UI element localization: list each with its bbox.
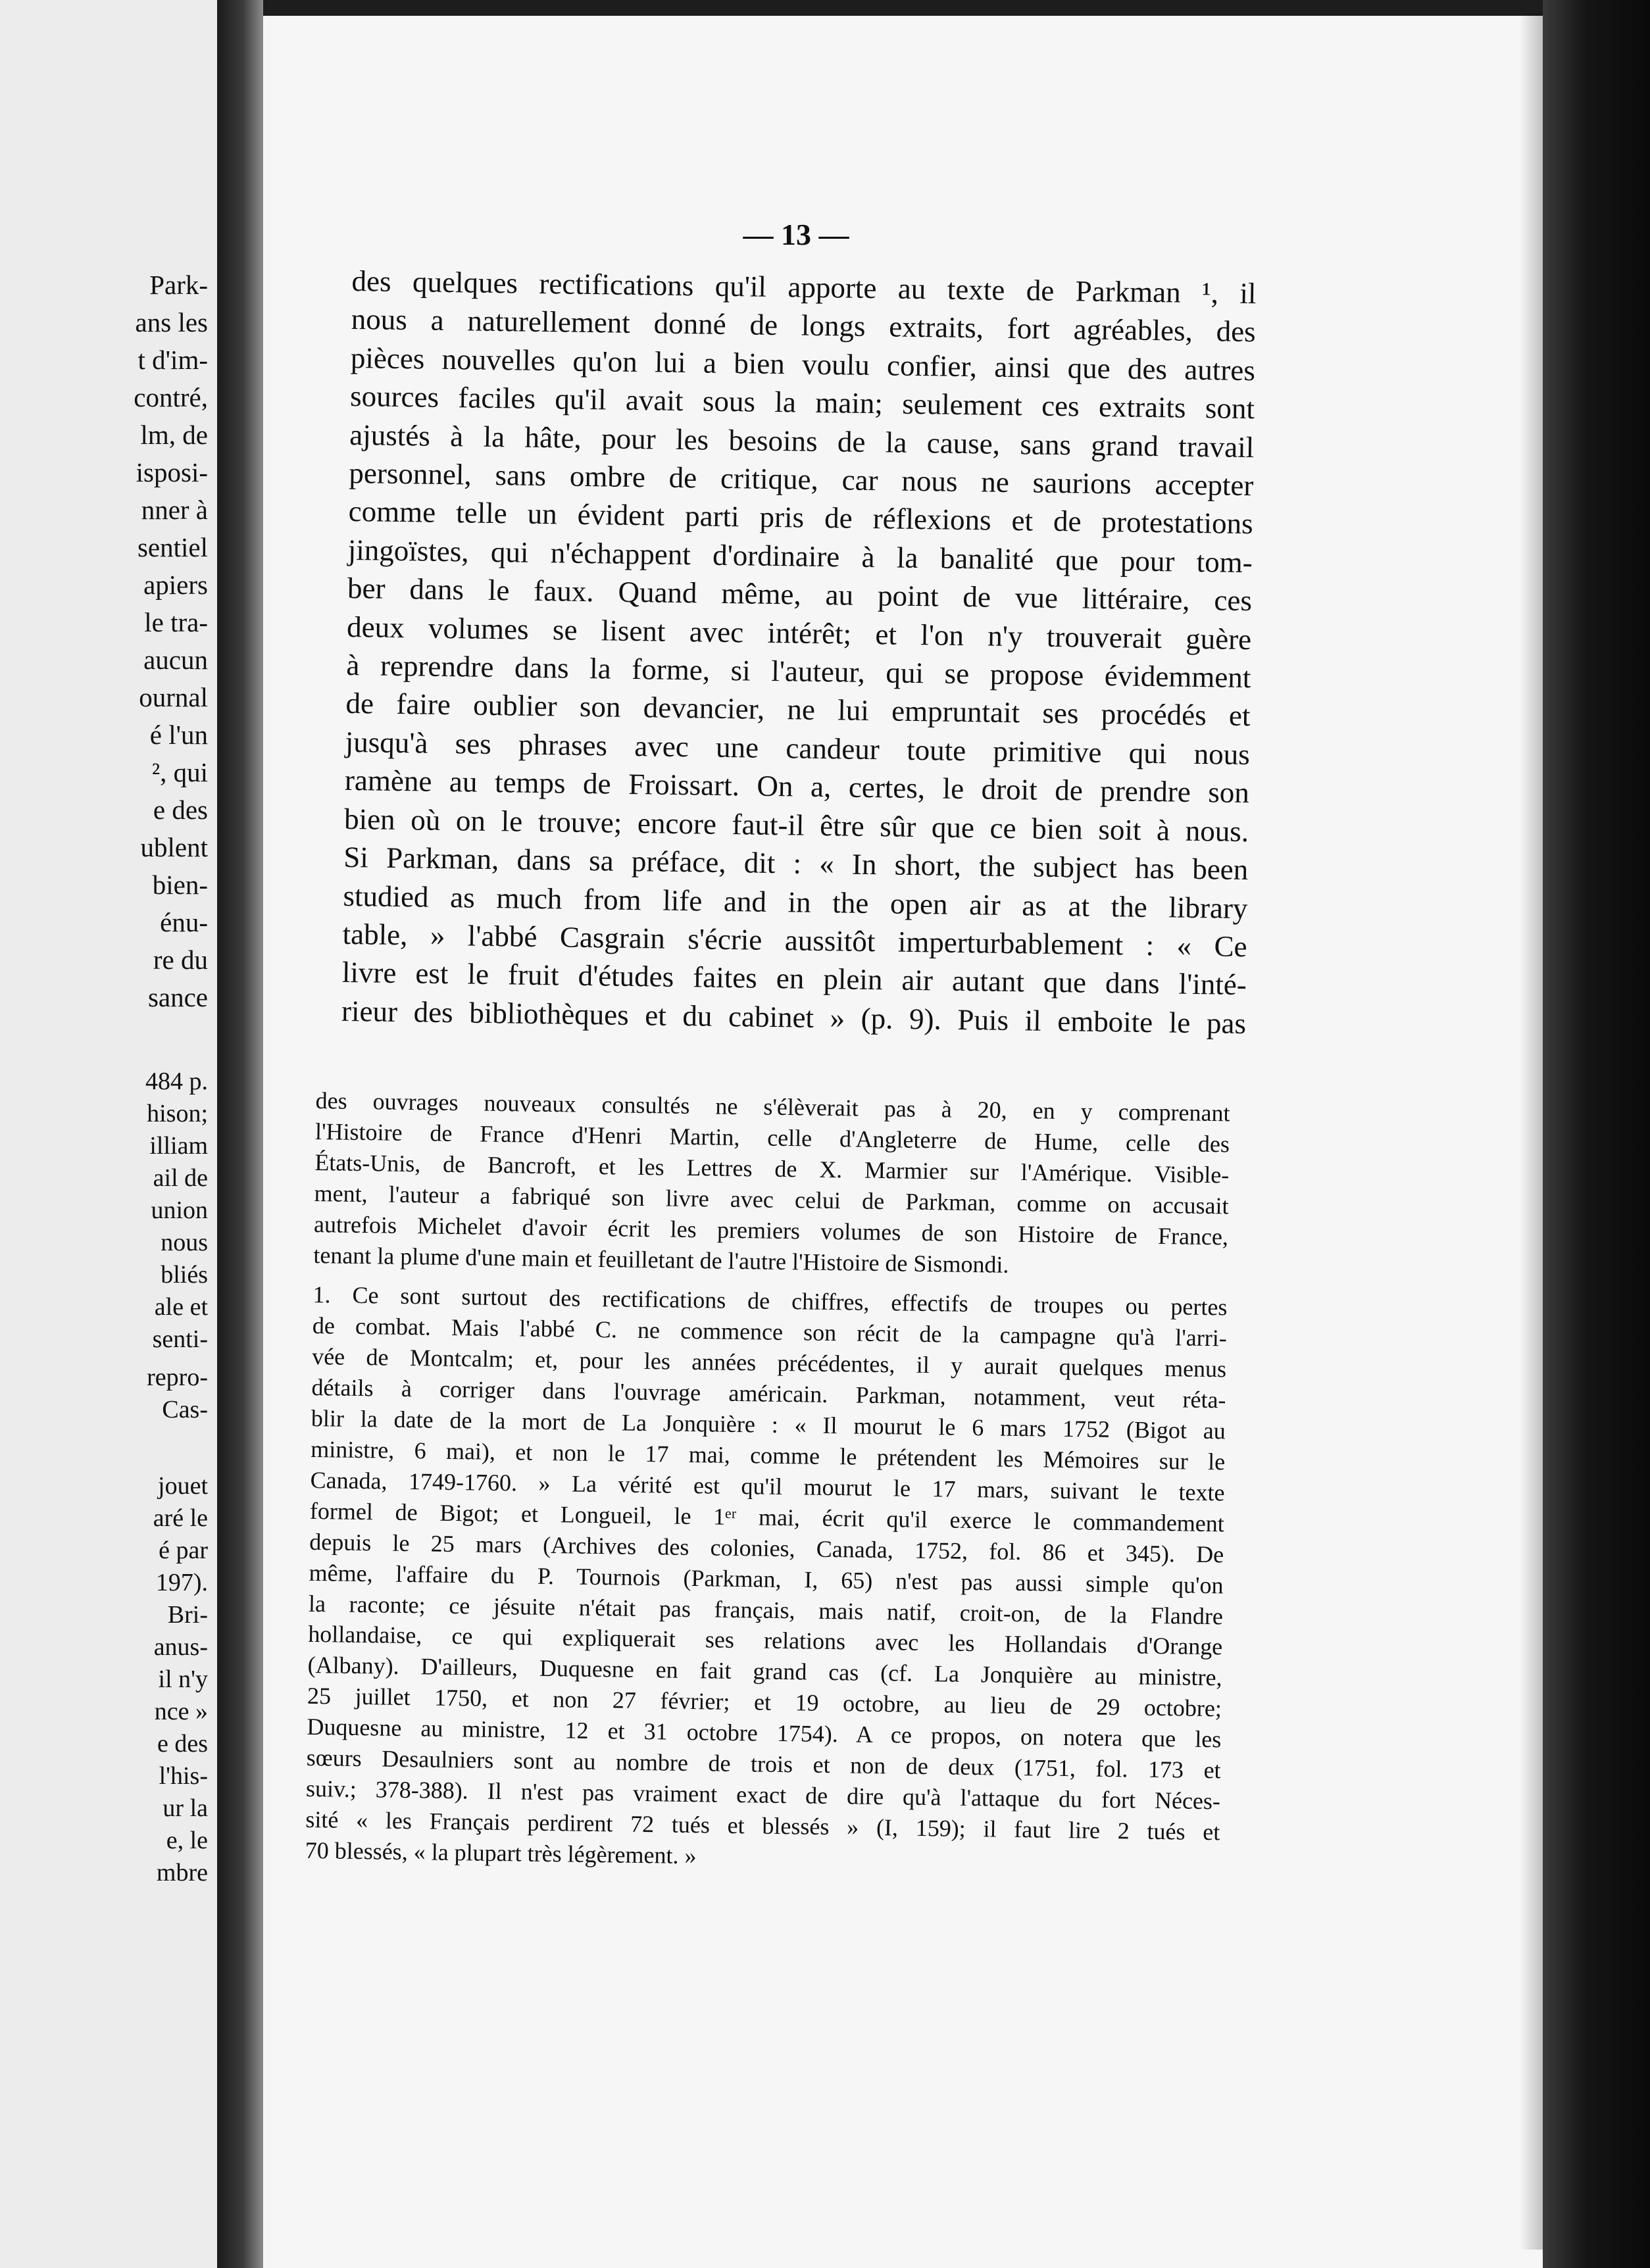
footnote-line: sœurs Desaulniers sont au nombre de trois et non de deux (1751, fol. 173 et <box>306 1744 1221 1784</box>
left-page-line: aucun <box>143 645 208 675</box>
right-page-edge <box>1543 0 1650 2268</box>
left-page-line: illiam <box>149 1132 208 1160</box>
footnote-line: tenant la plume d'une main et feuilletant de l'autre l'Histoire de Sismondi. <box>313 1241 1009 1278</box>
left-page-line: mbre <box>156 1859 208 1886</box>
left-page-line: e des <box>157 1730 208 1758</box>
body-line: des quelques rectifications qu'il apporte au texte de Parkman ¹, il <box>351 264 1257 310</box>
body-line: Si Parkman, dans sa préface, dit : « In short, the subject has been <box>343 841 1249 887</box>
left-page-text-block <box>50 266 208 1016</box>
footnote-line: ministre, 6 mai), et non le 17 mai, comme le prétendent les Mémoires sur le <box>311 1435 1226 1475</box>
footnote-line: Duquesne au ministre, 12 et 31 octobre 1754). A ce propos, on notera que les <box>307 1713 1222 1753</box>
body-line: comme telle un évident parti pris de réflexions et de protestations <box>348 495 1253 541</box>
left-page-line: nner à <box>141 495 208 525</box>
footnote-line: Canada, 1749-1760. » La vérité est qu'il mourut le 17 mars, suivant le texte <box>310 1466 1225 1506</box>
left-page-line: Cas- <box>162 1396 208 1423</box>
body-line: de faire oublier son devancier, ne lui empruntait ses procédés et <box>345 687 1251 733</box>
footnote-line: blir la date de la mort de La Jonquière : « Il mourut le 6 mars 1752 (Bigot au <box>311 1405 1226 1444</box>
left-page-line: anus- <box>153 1633 208 1661</box>
page-shadow <box>1520 13 1546 2250</box>
left-page-line: sance <box>147 982 208 1012</box>
left-page-fragment <box>0 0 217 2268</box>
footnote-line: la raconte; ce jésuite n'était pas français, mais natif, croit-on, de la Flandre <box>308 1590 1224 1629</box>
book-gutter <box>217 0 263 2268</box>
left-page-line: union <box>151 1196 208 1224</box>
left-page-line: lm, de <box>140 420 208 450</box>
left-page-text-block <box>50 1066 208 1356</box>
left-page-line: isposi- <box>136 457 208 487</box>
body-line: ramène au temps de Froissart. On a, certes, le droit de prendre son <box>344 764 1250 810</box>
left-page-line: énu- <box>160 907 208 937</box>
footnote-line: suiv.; 378-388). Il n'est pas vraiment exact de dire qu'à l'attaque du fort Néces- <box>305 1775 1221 1815</box>
footnote-line: ment, l'auteur a fabriqué son livre avec celui de Parkman, comme on accusait <box>314 1179 1229 1220</box>
footnote-line: États-Unis, de Bancroft, et les Lettres de X. Marmier sur l'Amérique. Visible- <box>314 1148 1230 1189</box>
footnote-line: détails à corriger dans l'ouvrage américain. Parkman, notamment, veut réta- <box>311 1374 1226 1414</box>
body-line: personnel, sans ombre de critique, car nous ne saurions accepter <box>349 456 1254 503</box>
footnote-line: (Albany). D'ailleurs, Duquesne en fait grand cas (cf. La Jonquière au ministre, <box>307 1652 1222 1691</box>
footnote-line: de combat. Mais l'abbé C. ne commence son récit de la campagne qu'à l'arri- <box>312 1312 1228 1352</box>
left-page-line: le tra- <box>144 607 208 637</box>
footnote-line: même, l'affaire du P. Tournois (Parkman, I, 65) n'est pas aussi simple qu'on <box>309 1559 1224 1598</box>
left-page-text-block <box>50 1362 208 1426</box>
body-line: jusqu'à ses phrases avec une candeur toute primitive qui nous <box>345 725 1251 771</box>
left-page-line: 197). <box>155 1569 208 1596</box>
body-line: jingoïstes, qui n'échappent d'ordinaire à la banalité que pour tom- <box>347 533 1253 579</box>
footnote-line: 25 juillet 1750, et non 27 février; et 19 octobre, au lieu de 29 octobre; <box>307 1683 1222 1722</box>
body-line: ber dans le faux. Quand même, au point de vue littéraire, ces <box>347 572 1253 618</box>
left-page-line: aré le <box>153 1504 208 1532</box>
left-page-line: ans les <box>135 307 208 337</box>
body-paragraph <box>341 262 1257 1043</box>
left-page-line: jouet <box>158 1472 208 1500</box>
left-page-line: sentiel <box>137 532 208 562</box>
left-page-line: contré, <box>134 382 208 412</box>
body-line: nous a naturellement donné de longs extraits, fort agréables, des <box>351 303 1256 349</box>
left-page-line: senti- <box>152 1325 208 1353</box>
footnote-line: sité « les Français perdirent 72 tués et blessés » (I, 159); il faut lire 2 tués et <box>305 1806 1220 1846</box>
footnote-line: l'Histoire de France d'Henri Martin, celle d'Angleterre de Hume, celle des <box>314 1118 1230 1158</box>
left-page-line: bien- <box>152 870 208 900</box>
footnote-line: des ouvrages nouveaux consultés ne s'élèverait pas à 20, en y comprenant <box>315 1087 1230 1127</box>
left-page-text-block <box>50 1470 208 1889</box>
left-page-line: apiers <box>143 570 208 600</box>
left-page-line: nous <box>161 1229 208 1256</box>
left-page-line: Bri- <box>167 1601 208 1629</box>
left-page-line: Park- <box>149 270 208 300</box>
left-page-line: ², qui <box>151 757 208 787</box>
body-line: pièces nouvelles qu'on lui a bien voulu confier, ainsi que des autres <box>350 341 1256 387</box>
page-number: — 13 — <box>743 218 849 251</box>
footnote-line: 70 blessés, « la plupart très légèrement. » <box>305 1837 697 1869</box>
left-page-line: t d'im- <box>138 345 208 375</box>
footnote-line: 1. Ce sont surtout des rectifications de chiffres, effectifs de troupes ou pertes <box>312 1281 1228 1321</box>
body-line: rieur des bibliothèques et du cabinet » (p. 9). Puis il emboite le pas <box>341 994 1247 1040</box>
left-page-line: re du <box>153 945 208 975</box>
left-page-line: bliés <box>161 1261 208 1289</box>
left-page-line: 484 p. <box>145 1068 208 1095</box>
footnote-line: autrefois Michelet d'avoir écrit les premiers volumes de son Histoire de France, <box>313 1210 1229 1250</box>
footnote-line: formel de Bigot; et Longueil, le 1ᵉʳ mai, écrit qu'il exerce le commandement <box>309 1497 1225 1537</box>
body-line: table, » l'abbé Casgrain s'écrie aussitôt imperturbablement : « Ce <box>342 917 1247 964</box>
body-line: studied as much from life and in the open air as at the library <box>343 879 1248 925</box>
footnote-line: vée de Montcalm; et, pour les années précédentes, il y aurait quelques menus <box>311 1343 1227 1383</box>
body-line: deux volumes se lisent avec intérêt; et l'on n'y trouverait guère <box>346 610 1252 656</box>
body-line: livre est le fruit d'études faites en plein air autant que dans l'inté- <box>341 956 1247 1002</box>
left-page-line: é l'un <box>149 720 208 750</box>
footnote-line: depuis le 25 mars (Archives des colonies, Canada, 1752, fol. 86 et 345). De <box>309 1528 1224 1568</box>
left-page-line: il n'y <box>158 1665 208 1693</box>
left-page-line: ale et <box>154 1293 208 1321</box>
left-page-line: ournal <box>139 682 208 712</box>
left-page-line: hison; <box>147 1100 208 1127</box>
body-line: sources faciles qu'il avait sous la main; seulement ces extraits sont <box>349 380 1255 426</box>
footnotes <box>305 1085 1230 1879</box>
body-line: ajustés à la hâte, pour les besoins de la cause, sans grand travail <box>349 418 1255 464</box>
left-page-line: l'his- <box>159 1762 208 1790</box>
left-page-line: repro- <box>147 1364 208 1391</box>
left-page-line: e des <box>153 795 208 825</box>
top-edge <box>263 0 1650 16</box>
body-line: bien où on le trouve; encore faut-il être sûr que ce bien soit à nous. <box>343 802 1249 848</box>
body-line: à reprendre dans la forme, si l'auteur, qui se propose évidemment <box>346 649 1251 695</box>
left-page-line: nce » <box>154 1698 208 1725</box>
left-page-line: é par <box>159 1537 208 1564</box>
left-page-line: e, le <box>166 1827 208 1854</box>
left-page-line: ail de <box>153 1164 208 1192</box>
footnote-line: hollandaise, ce qui expliquerait ses relations avec les Hollandais d'Orange <box>308 1621 1223 1660</box>
left-page-line: ublent <box>140 832 208 862</box>
left-page-line: ur la <box>162 1794 208 1822</box>
